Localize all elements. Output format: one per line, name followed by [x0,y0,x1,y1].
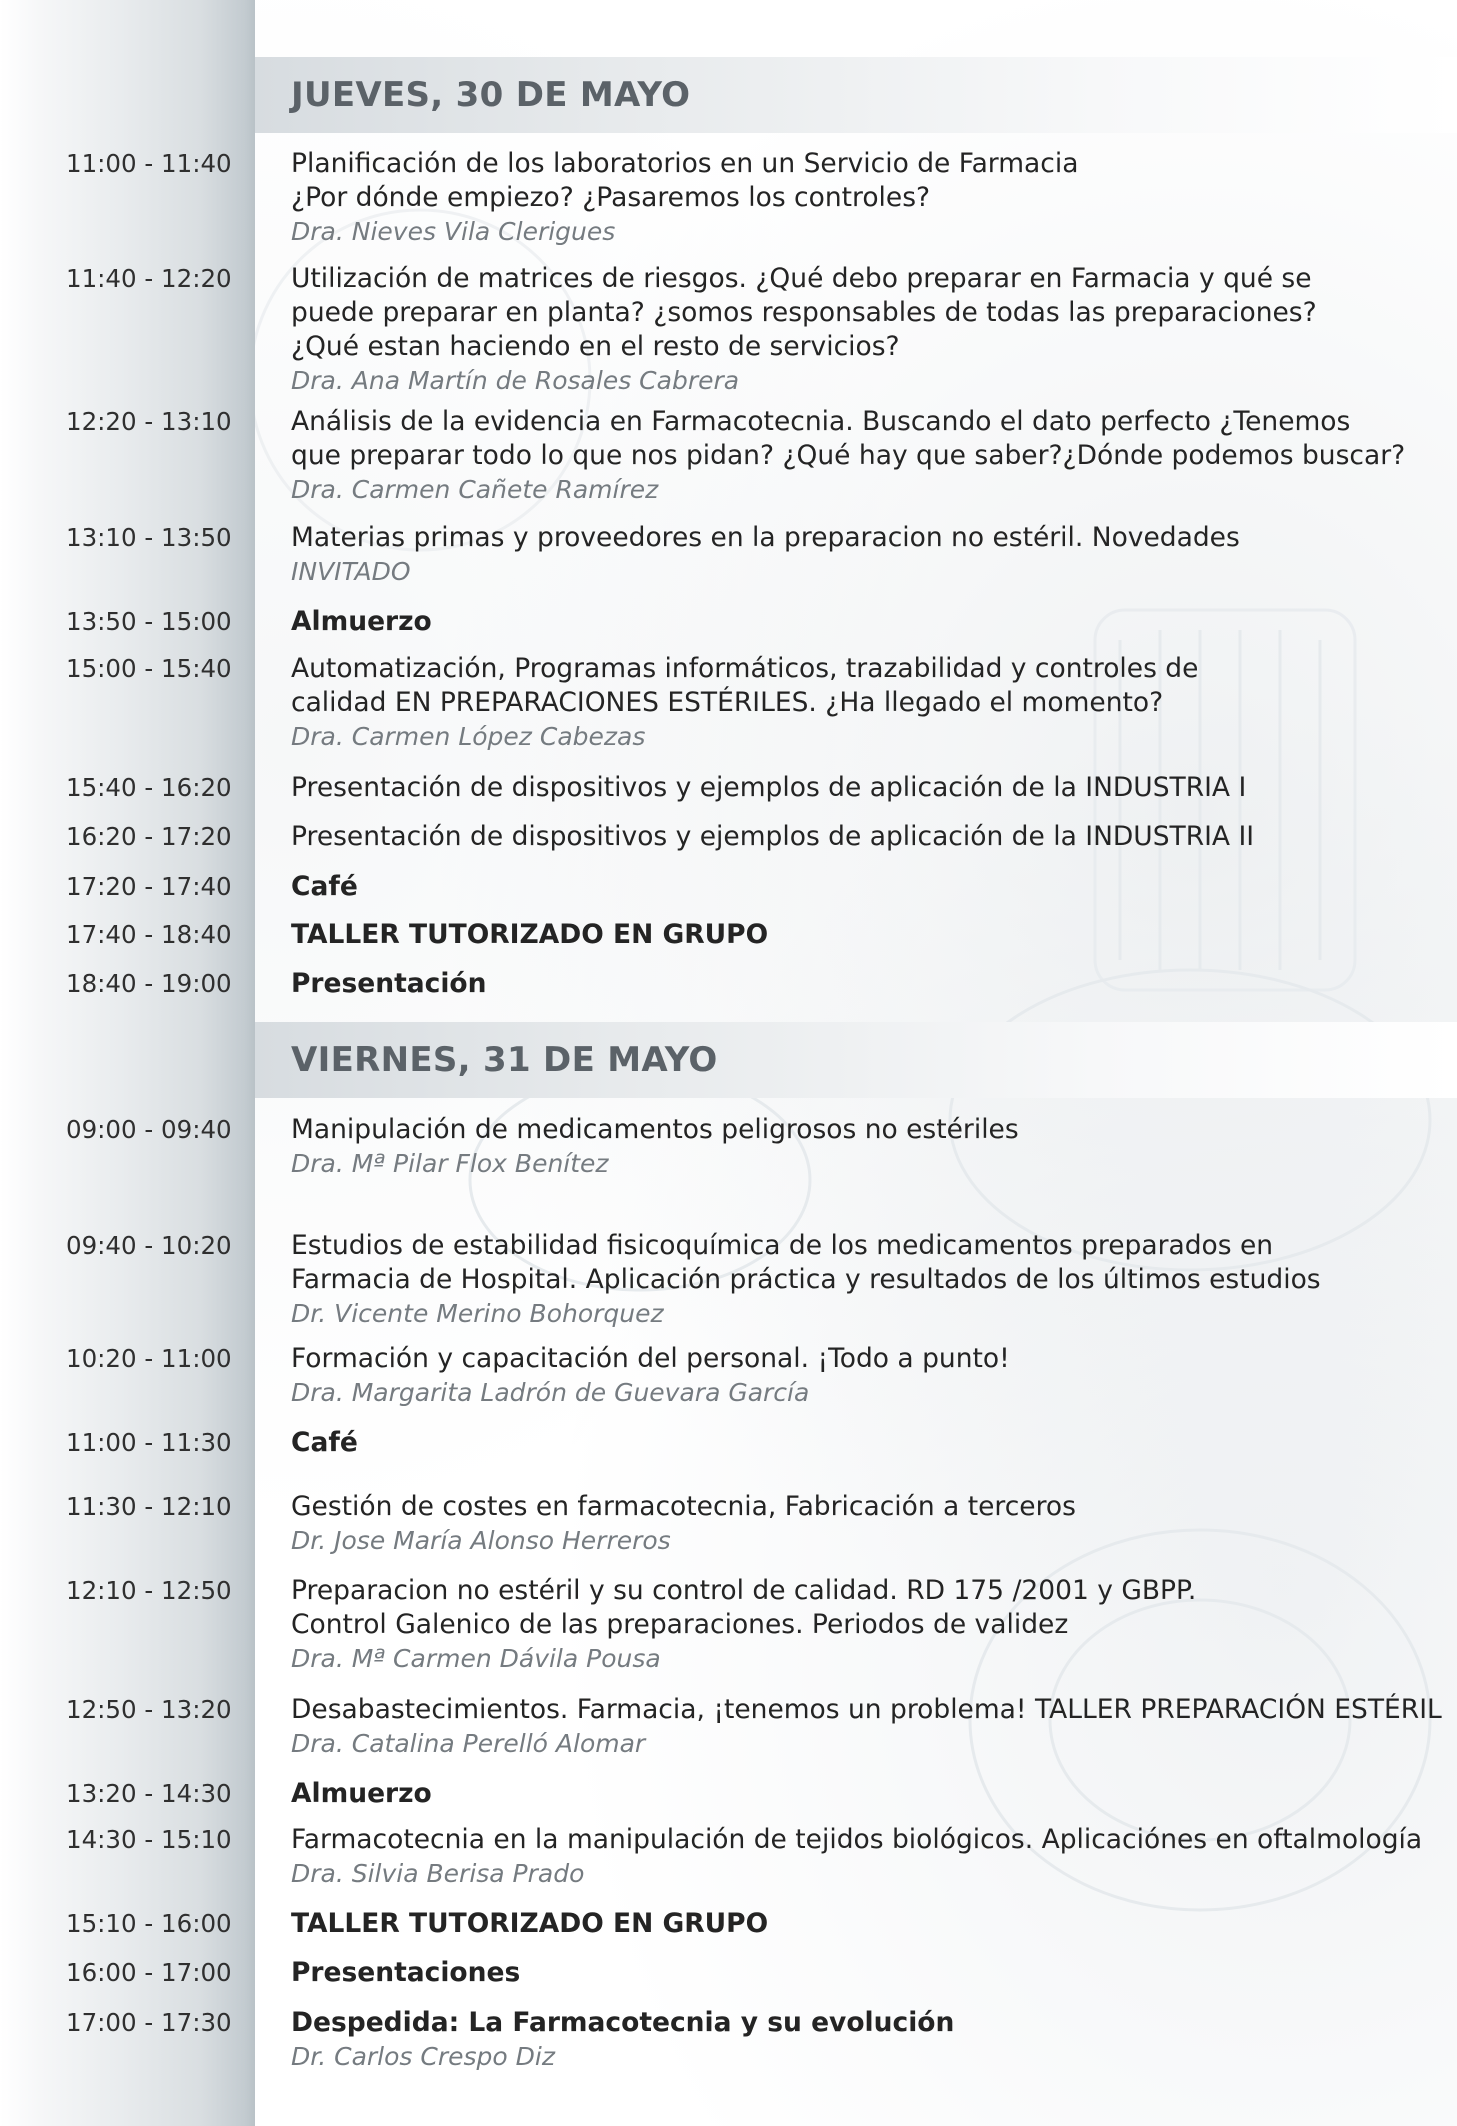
session-title-line: Presentación de dispositivos y ejemplos de aplicación de la INDUSTRIA II [291,821,1255,852]
session-content [291,147,1431,249]
session-title-line: Control Galenico de las preparaciones. Periodos de validez [291,1609,1069,1640]
session-title-line: Farmacia de Hospital. Aplicación práctica y resultados de los últimos estudios [291,1264,1321,1295]
session-title-line: puede preparar en planta? ¿somos responsables de todas las preparaciones? [291,297,1317,328]
session-time: 11:30 - 12:10 [66,1492,232,1521]
session-content [291,405,1431,507]
session-time: 09:40 - 10:20 [66,1231,232,1260]
session-title-line: ¿Qué estan haciendo en el resto de servicios? [291,331,900,362]
session-title-line: Presentaciones [291,1957,521,1988]
session-content [291,1777,1431,1811]
session-content [291,918,1431,952]
session-title-line: TALLER TUTORIZADO EN GRUPO [291,1908,769,1939]
session-title-line: Utilización de matrices de riesgos. ¿Qué debo preparar en Farmacia y qué se [291,263,1312,294]
session-time: 13:50 - 15:00 [66,607,232,636]
session-content [291,1342,1431,1410]
session-time: 12:10 - 12:50 [66,1576,232,1605]
session-time: 17:20 - 17:40 [66,872,232,901]
session-time: 13:10 - 13:50 [66,523,232,552]
day-header [255,57,1457,133]
session-title-line: Estudios de estabilidad fisicoquímica de los medicamentos preparados en [291,1230,1274,1261]
session-speaker: Dra. Carmen Cañete Ramírez [291,475,659,504]
session-title-line: Desabastecimientos. Farmacia, ¡tenemos un problema! TALLER PREPARACIÓN ESTÉRIL [291,1694,1442,1725]
session-time: 16:00 - 17:00 [66,1958,232,1987]
session-speaker: Dra. Margarita Ladrón de Guevara García [291,1378,810,1407]
session-content [291,1574,1431,1676]
session-content [291,771,1431,805]
session-speaker: Dra. Silvia Berisa Prado [291,1859,585,1888]
session-speaker: INVITADO [291,557,411,586]
session-title-line: Gestión de costes en farmacotecnia, Fabricación a terceros [291,1491,1076,1522]
session-content [291,1490,1431,1558]
session-time: 14:30 - 15:10 [66,1825,232,1854]
session-content [291,1693,1442,1761]
session-title-line: Materias primas y proveedores en la preparacion no estéril. Novedades [291,522,1240,553]
session-title-line: Almuerzo [291,606,432,637]
session-time: 13:20 - 14:30 [66,1779,232,1808]
session-title-line: Formación y capacitación del personal. ¡Todo a punto! [291,1343,1010,1374]
session-title-line: Manipulación de medicamentos peligrosos no estériles [291,1114,1019,1145]
session-content [291,1823,1431,1891]
session-title-line: Presentación de dispositivos y ejemplos de aplicación de la INDUSTRIA I [291,772,1247,803]
session-content [291,870,1431,904]
session-speaker: Dra. Ana Martín de Rosales Cabrera [291,366,740,395]
session-content [291,605,1431,639]
session-title-line: Despedida: La Farmacotecnia y su evolución [291,2007,955,2038]
session-title-line: Preparacion no estéril y su control de calidad. RD 175 /2001 y GBPP. [291,1575,1197,1606]
session-speaker: Dra. Carmen López Cabezas [291,722,646,751]
session-title-line: Farmacotecnia en la manipulación de tejidos biológicos. Aplicaciónes en oftalmología [291,1824,1423,1855]
session-time: 15:00 - 15:40 [66,654,232,683]
session-title-line: TALLER TUTORIZADO EN GRUPO [291,919,769,950]
session-title-line: Análisis de la evidencia en Farmacotecnia. Buscando el dato perfecto ¿Tenemos [291,406,1351,437]
day-title: VIERNES, 31 DE MAYO [291,1040,718,1080]
session-content [291,262,1431,398]
session-content [291,1113,1431,1181]
session-content [291,1956,1431,1990]
session-time: 15:10 - 16:00 [66,1909,232,1938]
session-speaker: Dra. Catalina Perelló Alomar [291,1729,646,1758]
session-time: 11:00 - 11:30 [66,1428,232,1457]
session-speaker: Dr. Vicente Merino Bohorquez [291,1299,664,1328]
session-title-line: Presentación [291,968,487,999]
session-speaker: Dra. Nieves Vila Clerigues [291,217,616,246]
session-content [291,2006,1431,2074]
session-title-line: Café [291,1427,358,1458]
session-content [291,521,1431,589]
session-title-line: Café [291,871,358,902]
session-title-line: Automatización, Programas informáticos, trazabilidad y controles de [291,653,1199,684]
day-header [255,1022,1457,1098]
session-content [291,1907,1431,1941]
session-content [291,820,1431,854]
session-content [291,1229,1431,1331]
session-time: 17:00 - 17:30 [66,2008,232,2037]
session-time: 12:50 - 13:20 [66,1695,232,1724]
session-title-line: calidad EN PREPARACIONES ESTÉRILES. ¿Ha llegado el momento? [291,687,1164,718]
session-content [291,652,1431,754]
session-title-line: que preparar todo lo que nos pidan? ¿Qué hay que saber?¿Dónde podemos buscar? [291,440,1406,471]
session-content [291,1426,1431,1460]
session-time: 10:20 - 11:00 [66,1344,232,1373]
session-speaker: Dr. Jose María Alonso Herreros [291,1526,671,1555]
session-time: 15:40 - 16:20 [66,773,232,802]
session-title-line: Almuerzo [291,1778,432,1809]
session-title-line: Planificación de los laboratorios en un Servicio de Farmacia [291,148,1079,179]
session-time: 11:40 - 12:20 [66,264,232,293]
session-time: 16:20 - 17:20 [66,822,232,851]
session-title-line: ¿Por dónde empiezo? ¿Pasaremos los controles? [291,182,931,213]
session-speaker: Dra. Mª Pilar Flox Benítez [291,1149,609,1178]
session-speaker: Dra. Mª Carmen Dávila Pousa [291,1644,661,1673]
session-time: 17:40 - 18:40 [66,920,232,949]
session-time: 12:20 - 13:10 [66,407,232,436]
day-title: JUEVES, 30 DE MAYO [291,75,691,115]
session-time: 18:40 - 19:00 [66,969,232,998]
session-speaker: Dr. Carlos Crespo Diz [291,2042,555,2071]
session-content [291,967,1431,1001]
session-time: 11:00 - 11:40 [66,149,232,178]
session-time: 09:00 - 09:40 [66,1115,232,1144]
